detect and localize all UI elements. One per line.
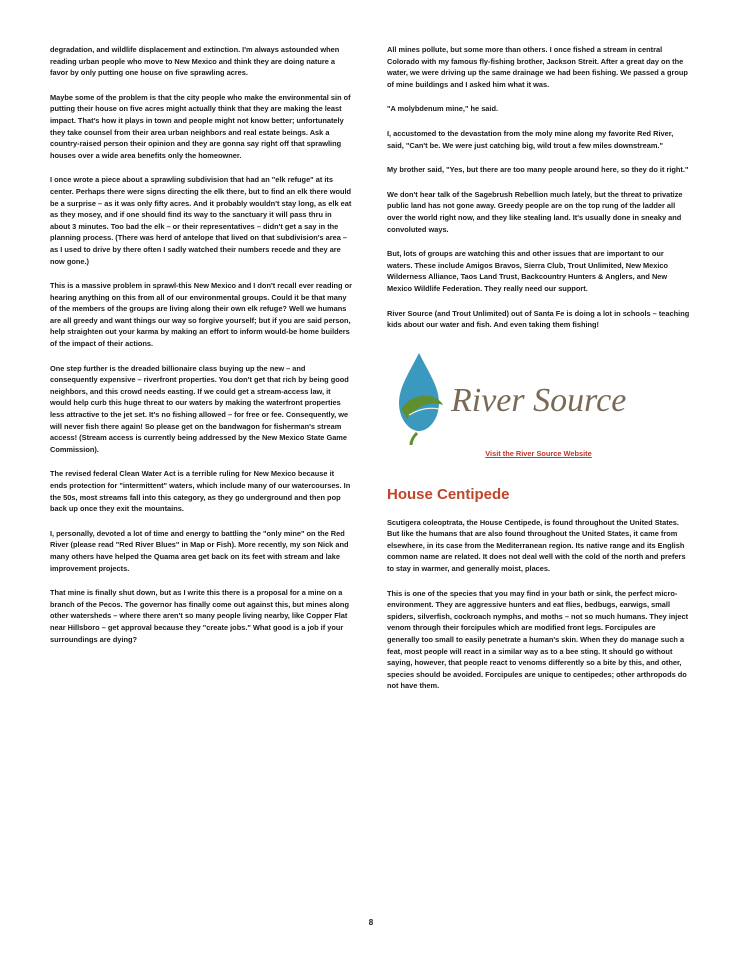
page-number: 8: [368, 918, 374, 927]
body-paragraph: My brother said, "Yes, but there are too many people around here, so they do it right.": [387, 165, 689, 175]
body-paragraph: I, personally, devoted a lot of time and energy to battling the "only mine" on the Red River (please read "Red River Blues" in Map or Fish). More recently, my son Nick and many others have helped the Quama area get back on its feet with stream and lake improvement projects.: [50, 528, 349, 573]
body-paragraph: That mine is finally shut down, but as I write this there is a proposal for a mine on a branch of the Pecos. The governor has finally come out against this, but mines along other watersheds – where there aren't so many people living nearby, like Copper Flat near Hillsboro – get approval because they "create jobs." What good is a job if your surroundings are dying?: [50, 588, 349, 644]
body-paragraph: This is a massive problem in sprawl-this New Mexico and I don't recall ever reading or hearing anything on this from all of our environmental groups. Could it be that many of the members of the groups are living along their own elk refuge? Well we humans are all greedy and want things our way so forgive yourself; but if you are said person, help straighten out your karma by making an effort to inform would-be home builders of the impact of their actions.: [50, 281, 352, 349]
body-paragraph: All mines pollute, but some more than others. I once fished a stream in central Colorado with my famous fly-fishing brother, Jackson Streit. After a great day on the water, we were driving up the same drainage we had been fishing. We passed a group of mine buildings and I asked him what it was.: [387, 45, 688, 89]
section-heading: House Centipede: [387, 485, 510, 503]
water-drop-leaf-icon: [399, 353, 443, 445]
left-column: [50, 44, 353, 658]
body-paragraph: I, accustomed to the devastation from the moly mine along my favorite Red River, said, "Can't be. We were just catching big, wild trout a few miles downstream.": [387, 128, 674, 150]
right-column: [387, 44, 690, 705]
body-paragraph: Maybe some of the problem is that the city people who make the environmental sin of putting their house on five acres might actually think that they are making the least impact. That's how it plays in town and people might not know better; unfortunately they take counsel from their area urban neighbors and real estate beings. Ask a country-raised person their opinion and they are gonna say right off that sprawling houses over a wide area benefits only the homeowner.: [50, 92, 351, 160]
river-source-logo-graphic: [387, 349, 690, 445]
river-source-wordmark: River Source: [451, 381, 627, 419]
body-paragraph: We don't hear talk of the Sagebrush Rebellion much lately, but the threat to privatize public land has not gone away. Greedy people are on the top rung of the ladder all over the world right now, and they like stealing land. It's usually done in sneaky and convoluted ways.: [387, 189, 683, 234]
river-source-logo: [387, 349, 690, 445]
body-paragraph: degradation, and wildlife displacement and extinction. I'm always astounded when reading urban people who move to New Mexico and think they are doing nature a favor by only putting one house on five sprawling acres.: [50, 45, 340, 78]
body-paragraph: River Source (and Trout Unlimited) out of Santa Fe is doing a lot in schools – teaching kids about our water and fish. And even taking them fishing!: [387, 308, 690, 330]
body-paragraph: The revised federal Clean Water Act is a terrible ruling for New Mexico because it ends protection for "intermittent" waters, which include many of our watercourses. In the 50s, most streams fall into this category, as they go underground and then pop back up once they exit the mountains.: [50, 469, 351, 514]
body-paragraph: This is one of the species that you may find in your bath or sink, the perfect micro-environment. They are aggressive hunters and eat flies, bedbugs, earwigs, small spiders, silverfish, cockroach nymphs, and moths – not so much humans. They inject venom through their forcipules which are modified front legs. Forcipules are generally too small to easily penetrate a human's skin. When they do manage such a feat, most people will react in a similar way as to a bee sting. It should go without saying, however, that people react to venoms differently so a bite by this, and other, species should be avoided. Forcipules are unique to centipedes; other arthropods do not have them.: [387, 588, 689, 691]
body-paragraph: But, lots of groups are watching this and other issues that are important to our waters. These include Amigos Bravos, Sierra Club, Trout Unlimited, New Mexico Wilderness Alliance, Taos Land Trust, Backcountry Hunters & Anglers, and New Mexico Wildlife Federation. They really need our support.: [387, 249, 669, 293]
body-paragraph: "A molybdenum mine," he said.: [387, 104, 499, 114]
body-paragraph: One step further is the dreaded billionaire class buying up the new – and consequently expensive – riverfront properties. You don't get that rich by being good neighbors, and this crowd needs easting. If we could get a stream-access law, it would help curb this huge threat to our waters by making the waterfront properties less attractive to the jet set. It's no fishing allowed – for free or fee. Consequently, we will never fish there again! So please get on the bandwagon for fisherman's stream access! (Stream access is currently being addressed by the New Mexico State Game Commission).: [50, 363, 349, 454]
body-paragraph: Scutigera coleoptrata, the House Centipede, is found throughout the United States. But like the humans that are also found throughout the United States, it came from elsewhere, in its case from the Mediterranean region. Its native range and its English common name are related. It does not deal well with the cold of the north and prefers to stay in warmer, and generally moist, places.: [387, 517, 686, 574]
visit-river-source-link[interactable]: Visit the River Source Website: [485, 448, 592, 458]
body-paragraph: I once wrote a piece about a sprawling subdivision that had an "elk refuge" at its center. Perhaps there were signs directing the elk there, but to find an elk there would be a surprise – as it was only fifty acres. And it probably wouldn't stay long, as elk eat as they mosey, and if one should find its way to the sanctuary it will pass thru in about 3 minutes. Too bad the elk – or their representatives – didn't get a say in the planning process. (There was herd of antelope that lived on that subdivision's area – as I used to drive by there often I sadly watched their numbers recede and they are now gone.): [50, 175, 352, 266]
